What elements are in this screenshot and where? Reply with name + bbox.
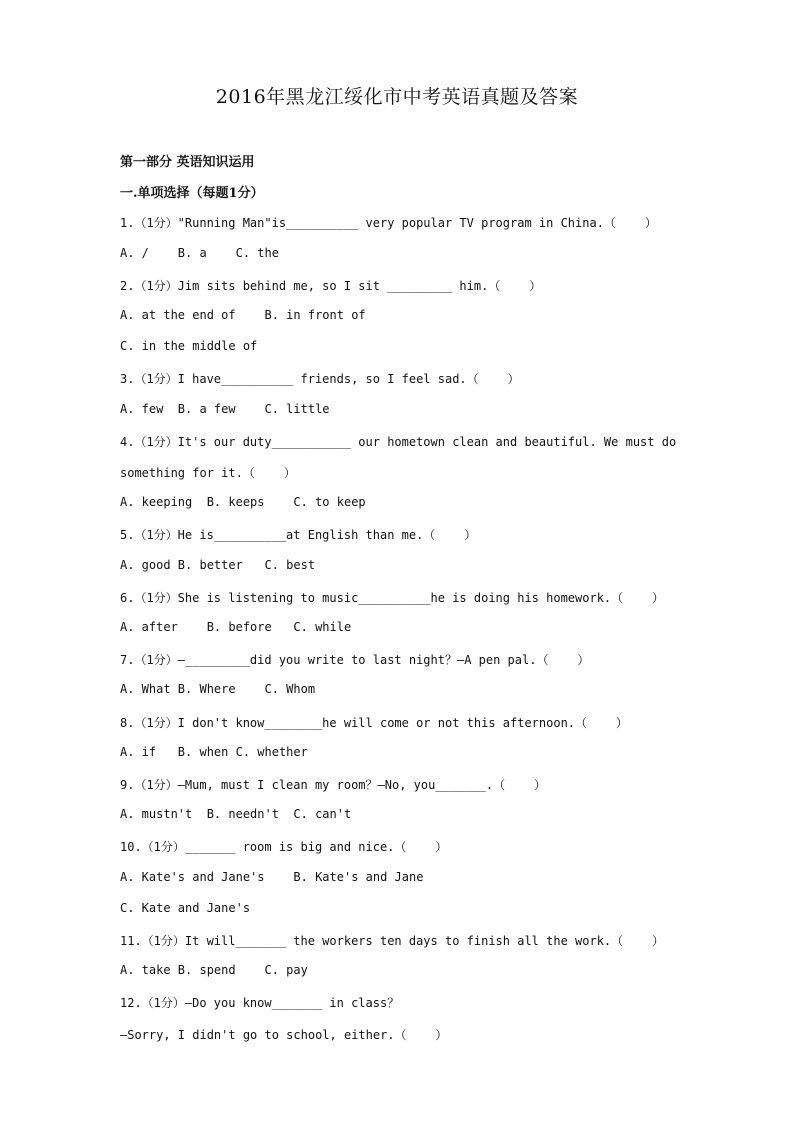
part-heading: 第一部分 英语知识运用 (120, 155, 255, 170)
question-3: 3.（1分）I have__________ friends, so I feel sad.（ ） (120, 372, 520, 386)
options-3: A. few B. a few C. little (120, 402, 330, 416)
question-9: 9.（1分）—Mum, must I clean my room？–No, you_______.（ ） (120, 778, 547, 792)
options-5: A. good B. better C. best (120, 558, 316, 572)
section-heading: 一.单项选择（每题1分） (120, 186, 264, 201)
question-11: 11.（1分）It will_______ the workers ten days to finish all the work.（ ） (120, 934, 665, 948)
options-10a: A. Kate's and Jane's B. Kate's and Jane (120, 870, 424, 884)
options-9: A. mustn't B. needn't C. can't (120, 807, 352, 821)
question-4: 4.（1分）It's our duty___________ our hometown clean and beautiful. We must do (120, 435, 677, 449)
page-title: 2016年黑龙江绥化市中考英语真题及答案 (215, 86, 579, 108)
options-7: A. What B. Where C. Whom (120, 682, 316, 696)
question-1: 1.（1分）"Running Man"is__________ very popular TV program in China.（ ） (120, 216, 657, 230)
question-10: 10.（1分）_______ room is big and nice.（ ） (120, 840, 448, 854)
options-4: A. keeping B. keeps C. to keep (120, 495, 366, 509)
options-10b: C. Kate and Jane's (120, 901, 251, 915)
options-2a: A. at the end of B. in front of (120, 308, 366, 322)
options-1: A. / B. a C. the (120, 246, 279, 260)
options-2b: C. in the middle of (120, 339, 258, 353)
question-7: 7.（1分）—_________did you write to last night？—A pen pal.（ ） (120, 653, 590, 667)
options-11: A. take B. spend C. pay (120, 963, 308, 977)
question-12: 12.（1分）–Do you know_______ in class？ (120, 996, 400, 1010)
options-6: A. after B. before C. while (120, 620, 352, 634)
question-12-cont: –Sorry, I didn't go to school, either.（ ） (120, 1028, 448, 1042)
options-8: A. if B. when C. whether (120, 745, 308, 759)
question-6: 6.（1分）She is listening to music__________he is doing his homework.（ ） (120, 591, 665, 605)
question-2: 2.（1分）Jim sits behind me, so I sit _________ him.（ ） (120, 279, 542, 293)
question-5: 5.（1分）He is__________at English than me.（ ） (120, 528, 477, 542)
question-8: 8.（1分）I don't know________he will come or not this afternoon.（ ） (120, 716, 628, 730)
question-4-cont: something for it.（ ） (120, 466, 296, 480)
